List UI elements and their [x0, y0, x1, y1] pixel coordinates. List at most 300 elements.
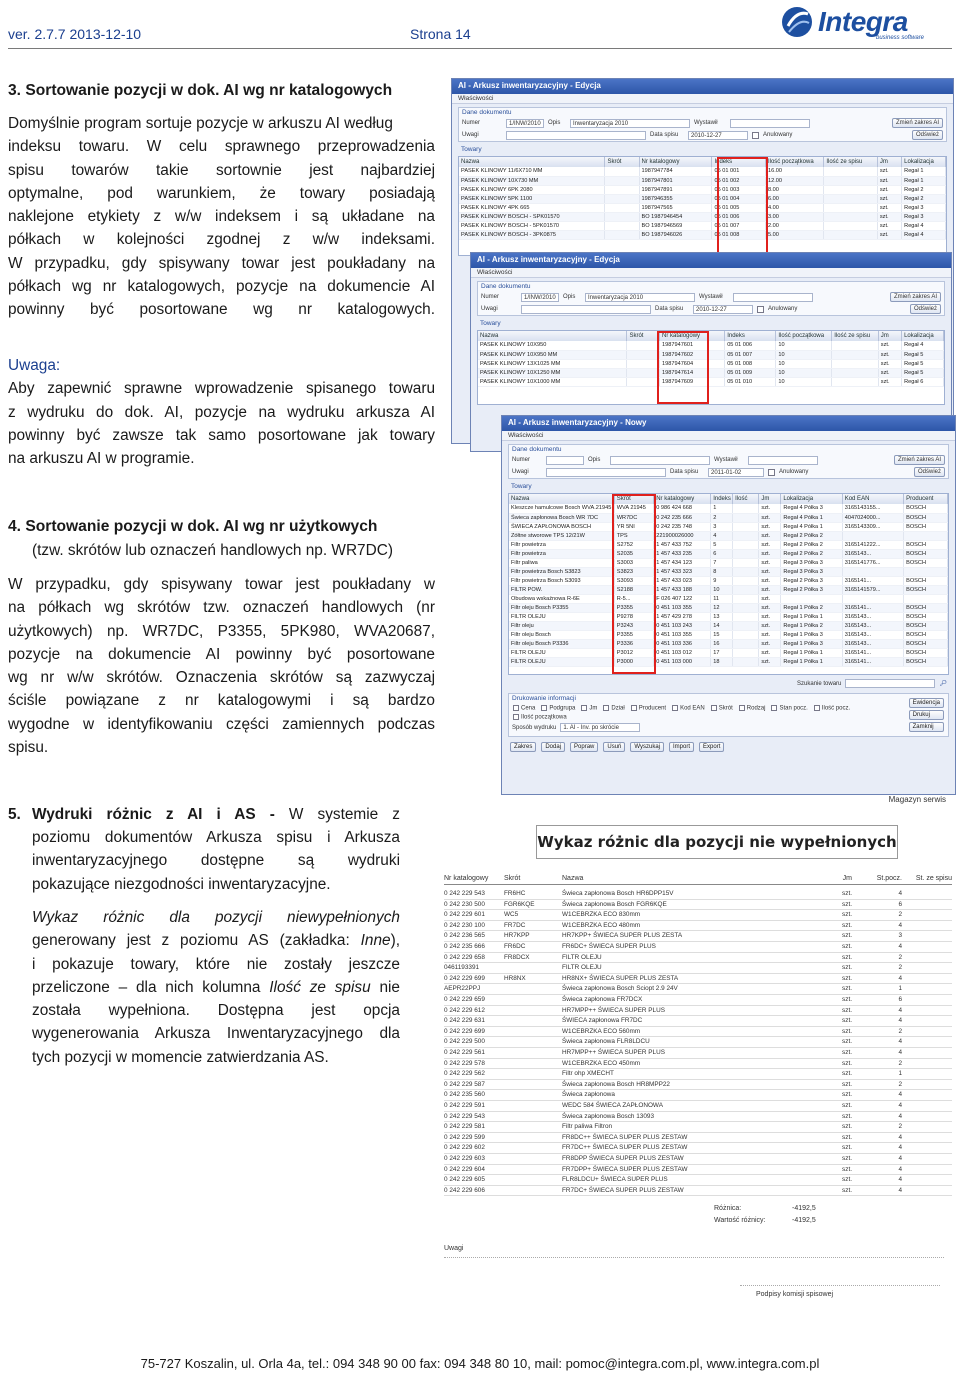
- search-input[interactable]: [845, 679, 935, 688]
- field-label: Numer: [512, 457, 531, 463]
- table-cell: 1987947604: [660, 359, 725, 368]
- table-cell: Regał 2 Półka 2: [781, 540, 842, 549]
- issued-by-field[interactable]: [733, 293, 813, 302]
- toolbar-button[interactable]: Wyszukaj: [630, 742, 664, 752]
- text-span: przeliczone – dla nich kolumna: [32, 978, 270, 996]
- table-row[interactable]: [459, 221, 946, 230]
- table-cell: F 026 407 122: [654, 594, 711, 603]
- toolbar-button[interactable]: Dodaj: [541, 742, 565, 752]
- text-line: wg nr w/w skrótów. Oznaczenia skrótów są zazwyczaj: [8, 669, 435, 687]
- report-title: Wykaz różnic dla pozycji nie wypełnionych: [536, 825, 898, 859]
- table-row[interactable]: [509, 639, 948, 648]
- register-button[interactable]: Ewidencja: [909, 698, 944, 708]
- table-cell: Filtr oleju Bosch P3336: [509, 639, 614, 648]
- option-checkbox[interactable]: [631, 705, 637, 711]
- report-cell: FR8DPP ŚWIECA SUPER PLUS ZESTAW: [562, 1155, 684, 1162]
- text-span: W systemie z: [274, 806, 400, 823]
- table-cell: 0 451 103 012: [654, 648, 711, 657]
- table-cell: szt.: [877, 167, 901, 176]
- report-cell: szt.: [842, 1091, 852, 1099]
- text-span: nie: [370, 978, 400, 996]
- report-row: [444, 1112, 952, 1123]
- items-grid[interactable]: [508, 493, 949, 675]
- table-cell: Regał 3: [902, 212, 946, 221]
- print-option[interactable]: [711, 705, 733, 712]
- table-row[interactable]: [509, 585, 948, 594]
- option-label: Kod EAN: [680, 705, 705, 712]
- column-header[interactable]: Nr katalogowy: [654, 494, 711, 504]
- section5-paragraph-2: [32, 906, 400, 1069]
- group-label: Dane dokumentu: [462, 109, 512, 116]
- table-row[interactable]: [509, 522, 948, 531]
- table-row[interactable]: [459, 194, 946, 203]
- table-cell: 13: [711, 612, 733, 621]
- table-cell: [627, 350, 660, 359]
- text-line: wygodne w identyfikowaniu części zamiennych podczas: [8, 715, 435, 733]
- column-header[interactable]: Nazwa: [509, 494, 614, 504]
- column-header[interactable]: Nazwa: [459, 157, 605, 167]
- report-row: [444, 1122, 952, 1133]
- report-cell: 4: [898, 1112, 902, 1120]
- table-cell: 05 01 008: [725, 359, 776, 368]
- table-row[interactable]: [459, 230, 946, 239]
- change-range-button[interactable]: Zmień zakres AI: [892, 118, 943, 128]
- table-cell: szt.: [877, 176, 901, 185]
- report-row: [444, 1069, 952, 1080]
- table-row[interactable]: [478, 350, 944, 359]
- report-cell: 0 242 235 666: [444, 943, 485, 950]
- report-cell: [496, 1175, 552, 1185]
- grid-label: Towary: [480, 320, 501, 327]
- report-cell: 0 242 229 562: [444, 1070, 485, 1078]
- report-row: [444, 1037, 952, 1048]
- table-cell: 3165141579...: [842, 585, 903, 594]
- column-header[interactable]: Ilość ze spisu: [832, 331, 879, 341]
- report-cell: 2: [898, 1123, 902, 1131]
- table-cell: FILTR POW.: [509, 585, 614, 594]
- text-line: indeksu towaru. W celu sprawnego przeprowadzenia: [8, 138, 435, 156]
- number-field[interactable]: 1/INW/2010: [521, 293, 559, 302]
- column-header[interactable]: Nr katalogowy: [660, 331, 725, 341]
- option-checkbox[interactable]: [513, 705, 519, 711]
- table-row[interactable]: [509, 549, 948, 558]
- report-cell: 6: [898, 996, 902, 1003]
- table-cell: [824, 185, 878, 194]
- print-option[interactable]: [541, 705, 575, 712]
- report-cell: HR8NX: [504, 974, 526, 982]
- table-cell: S2752: [614, 540, 653, 549]
- table-row[interactable]: [509, 567, 948, 576]
- report-cell: szt.: [842, 1017, 852, 1025]
- report-cell: 4: [898, 1144, 902, 1152]
- table-cell: Regał 2 Półka 3: [781, 576, 842, 585]
- column-header[interactable]: Producent: [904, 494, 948, 504]
- report-cell: szt.: [842, 1155, 852, 1162]
- difference-value-label: Wartość różnicy:: [714, 1217, 766, 1224]
- print-option[interactable]: [672, 705, 705, 712]
- option-checkbox[interactable]: [771, 705, 777, 711]
- table-row[interactable]: [478, 341, 944, 350]
- table-row[interactable]: [509, 630, 948, 639]
- report-cell: [496, 984, 552, 994]
- print-option[interactable]: [513, 714, 567, 721]
- table-row[interactable]: [509, 612, 948, 621]
- report-cell: 0 242 230 100: [444, 921, 485, 929]
- print-option[interactable]: [603, 705, 624, 712]
- report-cell: szt.: [842, 1080, 852, 1088]
- notes-label: Uwagi: [444, 1245, 464, 1252]
- table-cell: Kleszcze hamulcowe Bosch WVA.21945: [509, 504, 614, 513]
- report-cell: 2: [898, 1059, 902, 1067]
- table-row[interactable]: [509, 594, 948, 603]
- column-header[interactable]: Jm: [759, 494, 781, 504]
- table-row[interactable]: [459, 203, 946, 212]
- items-grid[interactable]: [458, 156, 947, 256]
- number-field[interactable]: [546, 456, 584, 465]
- report-cell: szt.: [842, 1112, 852, 1120]
- column-header[interactable]: Lokalizacja: [902, 331, 944, 341]
- table-cell: [904, 531, 948, 540]
- print-option[interactable]: [581, 705, 597, 712]
- report-cell: 0 242 229 602: [444, 1144, 485, 1152]
- table-row[interactable]: [459, 185, 946, 194]
- table-cell: 9: [711, 576, 733, 585]
- column-header[interactable]: Ilość początkowa: [776, 331, 832, 341]
- date-field[interactable]: 2011-01-02: [708, 468, 764, 477]
- column-header[interactable]: Lokalizacja: [781, 494, 842, 504]
- table-cell: 10: [776, 377, 832, 386]
- table-cell: PASEK KLINOWY BOSCH - 3PK0875: [459, 230, 605, 239]
- issued-by-field[interactable]: [748, 456, 818, 465]
- table-row[interactable]: [509, 648, 948, 657]
- table-cell: FILTR OLEJU: [509, 657, 614, 666]
- table-cell: [733, 630, 759, 639]
- table-cell: BO 1987946569: [639, 221, 712, 230]
- table-cell: 05 01 003: [712, 185, 766, 194]
- table-row[interactable]: [459, 167, 946, 176]
- column-header[interactable]: Lokalizacja: [902, 157, 946, 167]
- report-cell: Filtr paliwa Filtron: [562, 1123, 613, 1131]
- report-row: [444, 1080, 952, 1091]
- column-header[interactable]: Kod EAN: [842, 494, 903, 504]
- logo-text: Integra: [818, 6, 908, 37]
- col-header: St. ze spisu: [915, 875, 952, 882]
- col-header: Skrót: [504, 875, 521, 882]
- toolbar-button[interactable]: Export: [699, 742, 724, 752]
- option-checkbox[interactable]: [513, 714, 519, 720]
- col-header: St.pocz.: [876, 875, 902, 882]
- column-header[interactable]: Jm: [878, 331, 901, 341]
- table-row[interactable]: [509, 531, 948, 540]
- column-header[interactable]: Ilość ze spisu: [824, 157, 878, 167]
- report-cell: 2: [898, 1027, 902, 1035]
- items-grid[interactable]: [477, 330, 945, 405]
- table-cell: 0 986 424 668: [654, 504, 711, 513]
- properties-menu[interactable]: Właściwości: [452, 94, 953, 104]
- table-cell: 0 451 103 355: [654, 603, 711, 612]
- report-cell: 4: [898, 1049, 902, 1056]
- change-range-button[interactable]: Zmień zakres AI: [894, 455, 945, 465]
- column-header[interactable]: Nazwa: [478, 331, 627, 341]
- table-cell: 1987947614: [660, 368, 725, 377]
- text-line: tych pozycji w momencie zatwierdzania AS.: [32, 1048, 329, 1066]
- number-field[interactable]: 1/INW/2010: [506, 119, 544, 128]
- table-cell: [605, 221, 639, 230]
- table-row[interactable]: [509, 576, 948, 585]
- table-cell: BOSCH: [904, 549, 948, 558]
- column-header[interactable]: Indeks: [711, 494, 733, 504]
- report-cell: 4: [898, 974, 902, 982]
- text-span: Inne: [360, 932, 391, 950]
- change-range-button[interactable]: Zmień zakres AI: [890, 292, 941, 302]
- report-row: [444, 1059, 952, 1070]
- toolbar-button[interactable]: Popraw: [570, 742, 598, 752]
- table-cell: [605, 230, 639, 239]
- table-row[interactable]: [459, 176, 946, 185]
- table-cell: 0 451 103 000: [654, 657, 711, 666]
- table-cell: [605, 203, 639, 212]
- table-cell: [832, 377, 879, 386]
- table-cell: [627, 377, 660, 386]
- report-cell: AEPR22PPJ: [444, 985, 481, 993]
- date-field[interactable]: 2010-12-27: [688, 131, 748, 140]
- checkbox-label: Anulowany: [768, 306, 798, 312]
- table-cell: PASEK KLINOWY 10X730 MM: [459, 176, 605, 185]
- table-row[interactable]: [459, 212, 946, 221]
- table-cell: 3165143...: [842, 621, 903, 630]
- table-row[interactable]: [509, 513, 948, 522]
- notes-field[interactable]: [521, 305, 651, 314]
- column-header[interactable]: Ilość początkowa: [765, 157, 823, 167]
- table-cell: 05 01 001: [712, 167, 766, 176]
- table-cell: szt.: [759, 621, 781, 630]
- table-cell: Regał 1 Półka 3: [781, 639, 842, 648]
- description-field[interactable]: Inwentaryzacja 2010: [570, 119, 690, 128]
- properties-menu[interactable]: Właściwości: [471, 268, 951, 278]
- table-cell: 3165143...: [842, 612, 903, 621]
- table-row[interactable]: [478, 368, 944, 377]
- text-line: optymalne, pod warunkiem, że towary posiadają: [8, 184, 435, 202]
- cancelled-checkbox[interactable]: [752, 132, 759, 139]
- report-cell: [496, 1048, 552, 1058]
- table-row[interactable]: [509, 603, 948, 612]
- report-cell: Świeca zapłonowa Bosch FGR6KQE: [562, 900, 667, 908]
- table-cell: [832, 341, 879, 350]
- column-header[interactable]: Nr katalogowy: [639, 157, 712, 167]
- report-cell: 0 242 229 578: [444, 1059, 485, 1067]
- report-cell: szt.: [842, 1176, 852, 1184]
- notes-field[interactable]: [506, 131, 646, 140]
- print-mode-select[interactable]: 1. AI - Inv. po skrócie: [560, 723, 640, 732]
- option-label: Ilość pocz.: [821, 705, 851, 712]
- difference-report: [440, 795, 956, 1327]
- table-cell: BOSCH: [904, 612, 948, 621]
- print-option[interactable]: [513, 705, 535, 712]
- report-cell: HR8NX+ ŚWIECA SUPER PLUS ZESTA: [562, 974, 679, 982]
- table-cell: 1987947801: [639, 176, 712, 185]
- table-cell: Regał 4: [902, 221, 946, 230]
- refresh-button[interactable]: Odśwież: [912, 130, 943, 140]
- table-cell: Regał 1 Półka 2: [781, 621, 842, 630]
- column-header[interactable]: Skrót: [627, 331, 660, 341]
- version-label: ver. 2.7.7 2013-12-10: [8, 26, 142, 42]
- text-line: półkach w kolejności zgodnej z w/w indeksami.: [8, 231, 435, 249]
- table-cell: BOSCH: [904, 648, 948, 657]
- refresh-button[interactable]: Odśwież: [914, 467, 945, 477]
- close-button[interactable]: Zamknij: [909, 722, 944, 732]
- table-row[interactable]: [509, 657, 948, 666]
- table-cell: 2: [711, 513, 733, 522]
- table-cell: 11: [711, 594, 733, 603]
- cancelled-checkbox[interactable]: [757, 306, 764, 313]
- text-line: W przypadku, gdy spisywany towar jest poukładany w: [8, 576, 435, 593]
- search-label: Szukanie towaru: [797, 680, 842, 687]
- table-cell: BOSCH: [904, 504, 948, 513]
- report-cell: szt.: [842, 1123, 852, 1131]
- text-line: Wykaz różnic dla pozycji niewypełnionych: [32, 909, 400, 926]
- text-line: inwentaryzacyjnego dostępne są wydruki: [32, 852, 400, 870]
- option-checkbox[interactable]: [603, 705, 609, 711]
- section3-paragraph: [8, 112, 435, 322]
- table-cell: [824, 194, 878, 203]
- search-icon[interactable]: 🔎︎: [939, 681, 947, 687]
- table-row[interactable]: [478, 359, 944, 368]
- report-row: [444, 974, 952, 985]
- report-cell: 0 242 229 591: [444, 1102, 485, 1109]
- print-option[interactable]: [771, 705, 807, 712]
- text-line: powinny być zawsze tak samo posortowane jak towary: [8, 426, 435, 444]
- option-checkbox[interactable]: [711, 705, 717, 711]
- table-cell: szt.: [759, 648, 781, 657]
- table-cell: szt.: [878, 377, 901, 386]
- table-cell: 3165143...: [842, 549, 903, 558]
- table-cell: 0 242 235 666: [654, 513, 711, 522]
- date-field[interactable]: 2010-12-27: [693, 305, 753, 314]
- report-cell: FR7DC: [504, 921, 526, 929]
- report-row: [444, 963, 952, 974]
- toolbar-button[interactable]: Import: [669, 742, 694, 752]
- column-header[interactable]: Skrót: [605, 157, 639, 167]
- table-cell: Regał 2 Półka 2: [781, 531, 842, 540]
- window-title: AI - Arkusz inwentaryzacyjny - Nowy: [502, 416, 955, 431]
- cancelled-checkbox[interactable]: [768, 469, 775, 476]
- table-cell: szt.: [878, 368, 901, 377]
- table-cell: PASEK KLINOWY 4PK 665: [459, 203, 605, 212]
- report-row: [444, 953, 952, 964]
- description-field[interactable]: [610, 456, 710, 465]
- report-cell: szt.: [842, 890, 852, 897]
- table-cell: szt.: [759, 522, 781, 531]
- column-header[interactable]: Indeks: [725, 331, 776, 341]
- table-cell: PASEK KLINOWY BOSCH - 5PK01570: [459, 221, 605, 230]
- toolbar-button[interactable]: Zakres: [510, 742, 536, 752]
- print-option[interactable]: [631, 705, 666, 712]
- notes-field[interactable]: [546, 468, 666, 477]
- print-option[interactable]: [739, 705, 766, 712]
- note-block: [8, 354, 435, 470]
- report-cell: FGR6KQE: [504, 900, 535, 908]
- table-cell: [733, 513, 759, 522]
- column-header[interactable]: Indeks: [712, 157, 766, 167]
- text-line: została wypełniona. Dostępna jest opcja: [32, 1002, 400, 1020]
- table-row[interactable]: [509, 504, 948, 513]
- table-cell: szt.: [878, 341, 901, 350]
- table-cell: [733, 522, 759, 531]
- report-row: [444, 1006, 952, 1017]
- section4-subtitle: (tzw. skrótów lub oznaczeń handlowych np. WR7DC): [32, 542, 393, 559]
- table-row[interactable]: [478, 377, 944, 386]
- table-cell: 0 451 103 355: [654, 630, 711, 639]
- table-cell: Regał 2 Półka 3: [781, 585, 842, 594]
- table-cell: [733, 540, 759, 549]
- table-cell: 1 457 433 235: [654, 549, 711, 558]
- table-cell: Filtr powietrza: [509, 549, 614, 558]
- table-cell: Regał 1 Półka 2: [781, 603, 842, 612]
- col-header: Nazwa: [562, 875, 584, 882]
- table-cell: PASEK KLINOWY 5PK 1100: [459, 194, 605, 203]
- report-cell: ŚWIECA zapłonowa FR7DC: [562, 1017, 643, 1025]
- table-cell: P3243: [614, 621, 653, 630]
- option-checkbox[interactable]: [814, 705, 820, 711]
- table-cell: 1: [711, 504, 733, 513]
- option-label: Dział: [611, 705, 625, 712]
- option-checkbox[interactable]: [541, 705, 547, 711]
- report-cell: Świeca zapłonowa Bosch HR8MPP22: [562, 1080, 670, 1088]
- column-header[interactable]: Ilość: [733, 494, 759, 504]
- report-cell: 0 242 229 543: [444, 1112, 485, 1120]
- report-cell: FR7DC++ ŚWIECA SUPER PLUS ZESTAW: [562, 1144, 688, 1152]
- table-cell: 05 01 010: [725, 377, 776, 386]
- column-header[interactable]: Jm: [877, 157, 901, 167]
- table-cell: 1 457 433 752: [654, 540, 711, 549]
- table-cell: 1987947609: [660, 377, 725, 386]
- report-cell: 0 242 229 604: [444, 1165, 485, 1173]
- table-row[interactable]: [509, 621, 948, 630]
- table-cell: Regał 1: [902, 167, 946, 176]
- toolbar-button[interactable]: Usuń: [603, 742, 625, 752]
- report-cell: 3: [898, 932, 902, 940]
- sort-label: Sposób wydruku: [512, 724, 557, 731]
- option-checkbox[interactable]: [739, 705, 745, 711]
- print-button[interactable]: Drukuj: [909, 710, 944, 720]
- print-option[interactable]: [814, 705, 850, 712]
- table-cell: Regał 4 Półka 3: [781, 504, 842, 513]
- option-checkbox[interactable]: [581, 705, 587, 711]
- option-checkbox[interactable]: [672, 705, 678, 711]
- report-cell: Świeca zapłonowa FLR8LDCU: [562, 1038, 650, 1046]
- table-cell: szt.: [759, 549, 781, 558]
- grid-label: Towary: [461, 146, 482, 153]
- properties-menu[interactable]: Właściwości: [502, 431, 955, 441]
- description-field[interactable]: Inwentaryzacja 2010: [585, 293, 695, 302]
- issued-by-field[interactable]: [730, 119, 810, 128]
- report-cell: FLR8LDCU+ ŚWIECA SUPER PLUS: [562, 1176, 668, 1184]
- table-row[interactable]: [509, 540, 948, 549]
- report-cell: [496, 1006, 552, 1016]
- report-cell: [496, 963, 552, 973]
- table-cell: 1987947891: [639, 185, 712, 194]
- section4-paragraph: [8, 573, 435, 759]
- grid-label: Towary: [511, 483, 532, 490]
- table-row[interactable]: [509, 558, 948, 567]
- table-cell: S2188: [614, 585, 653, 594]
- table-cell: 05 01 006: [725, 341, 776, 350]
- column-header[interactable]: Skrót: [614, 494, 653, 504]
- table-cell: BOSCH: [904, 576, 948, 585]
- window-title: AI - Arkusz inwentaryzacyjny - Edycja: [471, 253, 951, 268]
- table-cell: BO 1987946454: [639, 212, 712, 221]
- refresh-button[interactable]: Odśwież: [910, 304, 941, 314]
